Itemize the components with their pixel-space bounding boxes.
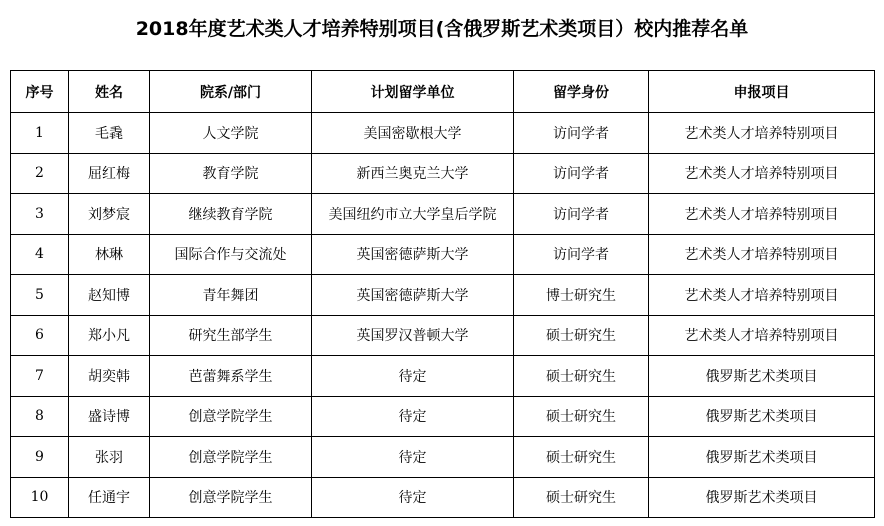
- header-department: 院系/部门: [150, 71, 312, 113]
- cell-program: 俄罗斯艺术类项目: [649, 477, 875, 518]
- table-row: [11, 477, 875, 518]
- cell-status: 博士研究生: [514, 275, 649, 316]
- cell-program: 艺术类人才培养特别项目: [649, 234, 875, 275]
- cell-department: 创意学院学生: [150, 477, 312, 518]
- cell-department: 继续教育学院: [150, 194, 312, 235]
- cell-host-institution: 英国罗汉普顿大学: [312, 315, 514, 356]
- table-row: [11, 194, 875, 235]
- header-program: 申报项目: [649, 71, 875, 113]
- cell-index: 3: [11, 194, 69, 235]
- table-row: [11, 356, 875, 397]
- cell-host-institution: 美国密歇根大学: [312, 113, 514, 154]
- cell-department: 国际合作与交流处: [150, 234, 312, 275]
- cell-index: 1: [11, 113, 69, 154]
- cell-host-institution: 待定: [312, 477, 514, 518]
- table-row: [11, 396, 875, 437]
- cell-name: 毛毳: [69, 113, 150, 154]
- cell-name: 盛诗博: [69, 396, 150, 437]
- cell-status: 硕士研究生: [514, 315, 649, 356]
- cell-program: 艺术类人才培养特别项目: [649, 315, 875, 356]
- cell-host-institution: 待定: [312, 437, 514, 478]
- cell-name: 刘梦宸: [69, 194, 150, 235]
- recommendation-table: [10, 70, 875, 518]
- header-index: 序号: [11, 71, 69, 113]
- cell-name: 张羽: [69, 437, 150, 478]
- cell-index: 5: [11, 275, 69, 316]
- table-row: [11, 234, 875, 275]
- cell-name: 胡奕韩: [69, 356, 150, 397]
- cell-department: 教育学院: [150, 153, 312, 194]
- cell-department: 创意学院学生: [150, 437, 312, 478]
- document-title: 2018年度艺术类人才培养特别项目(含俄罗斯艺术类项目）校内推荐名单: [135, 18, 749, 40]
- header-status: 留学身份: [514, 71, 649, 113]
- cell-host-institution: 英国密德萨斯大学: [312, 275, 514, 316]
- header-name: 姓名: [69, 71, 150, 113]
- cell-status: 访问学者: [514, 234, 649, 275]
- cell-status: 硕士研究生: [514, 356, 649, 397]
- table-row: [11, 153, 875, 194]
- cell-status: 访问学者: [514, 194, 649, 235]
- cell-index: 7: [11, 356, 69, 397]
- cell-index: 2: [11, 153, 69, 194]
- cell-name: 任通宇: [69, 477, 150, 518]
- cell-program: 艺术类人才培养特别项目: [649, 194, 875, 235]
- cell-name: 郑小凡: [69, 315, 150, 356]
- cell-host-institution: 待定: [312, 396, 514, 437]
- cell-index: 10: [11, 477, 69, 518]
- cell-program: 俄罗斯艺术类项目: [649, 356, 875, 397]
- cell-name: 屈红梅: [69, 153, 150, 194]
- cell-index: 4: [11, 234, 69, 275]
- table-header-row: [11, 71, 875, 113]
- cell-department: 芭蕾舞系学生: [150, 356, 312, 397]
- cell-status: 硕士研究生: [514, 396, 649, 437]
- cell-status: 硕士研究生: [514, 477, 649, 518]
- cell-program: 艺术类人才培养特别项目: [649, 153, 875, 194]
- table-row: [11, 113, 875, 154]
- cell-program: 艺术类人才培养特别项目: [649, 113, 875, 154]
- cell-department: 人文学院: [150, 113, 312, 154]
- cell-index: 9: [11, 437, 69, 478]
- cell-name: 林琳: [69, 234, 150, 275]
- cell-host-institution: 英国密德萨斯大学: [312, 234, 514, 275]
- cell-status: 访问学者: [514, 113, 649, 154]
- cell-index: 6: [11, 315, 69, 356]
- cell-program: 俄罗斯艺术类项目: [649, 437, 875, 478]
- cell-status: 硕士研究生: [514, 437, 649, 478]
- cell-program: 艺术类人才培养特别项目: [649, 275, 875, 316]
- cell-name: 赵知博: [69, 275, 150, 316]
- cell-index: 8: [11, 396, 69, 437]
- table-row: [11, 315, 875, 356]
- cell-host-institution: 新西兰奥克兰大学: [312, 153, 514, 194]
- cell-department: 青年舞团: [150, 275, 312, 316]
- table-body: [11, 113, 875, 518]
- cell-status: 访问学者: [514, 153, 649, 194]
- header-host-institution: 计划留学单位: [312, 71, 514, 113]
- cell-host-institution: 待定: [312, 356, 514, 397]
- cell-host-institution: 美国纽约市立大学皇后学院: [312, 194, 514, 235]
- table-row: [11, 275, 875, 316]
- table-row: [11, 437, 875, 478]
- cell-department: 创意学院学生: [150, 396, 312, 437]
- cell-program: 俄罗斯艺术类项目: [649, 396, 875, 437]
- cell-department: 研究生部学生: [150, 315, 312, 356]
